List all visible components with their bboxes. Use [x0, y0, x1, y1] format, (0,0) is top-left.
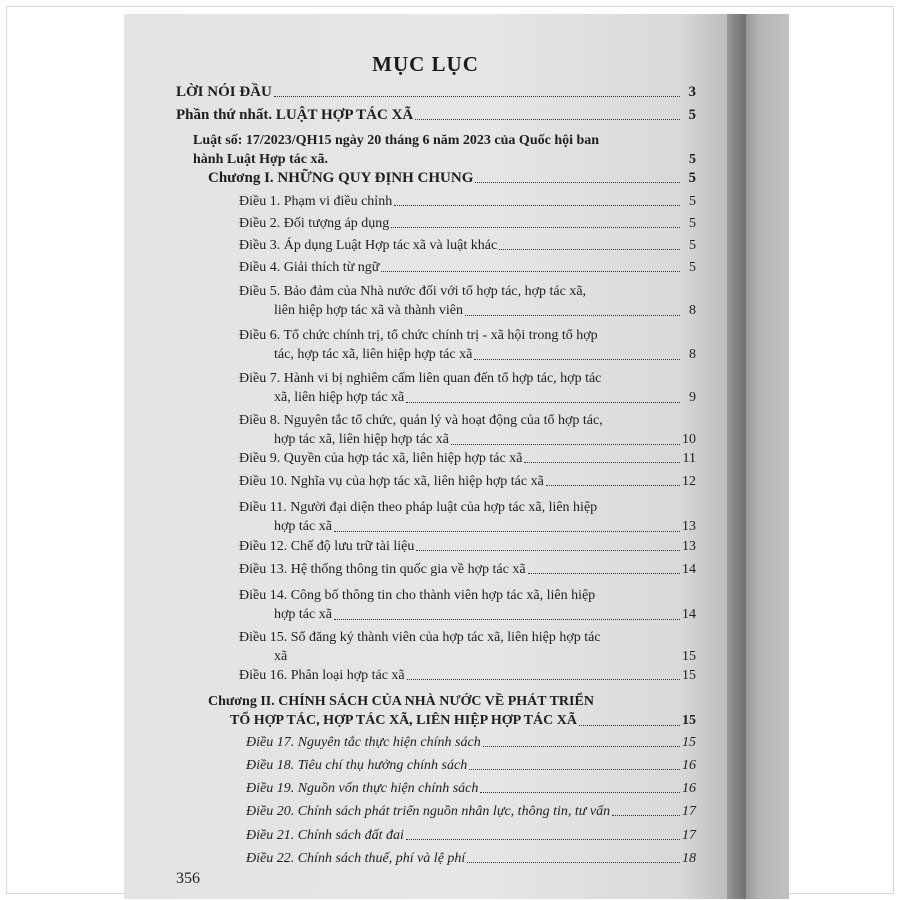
toc-entry: Điều 11. Người đại diện theo pháp luật của hợp tác xã, liên hiệp hợp tác xã 13	[239, 500, 696, 534]
toc-entry: Điều 8. Nguyên tắc tổ chức, quản lý và hoạt động của tổ hợp tác, hợp tác xã, liên hiệp hợp tác xã 10	[239, 413, 696, 447]
toc-entry: Điều 10. Nghĩa vụ của hợp tác xã, liên hiệp hợp tác xã 12	[239, 474, 696, 489]
toc-entry: Điều 18. Tiêu chí thụ hưởng chính sách 16	[246, 758, 696, 773]
book-photo	[124, 14, 789, 899]
toc-entry: Điều 1. Phạm vi điều chỉnh 5	[239, 194, 696, 209]
toc-entry: Điều 16. Phân loại hợp tác xã 15	[239, 668, 696, 683]
toc-entry: Điều 21. Chính sách đất đai 17	[246, 828, 696, 843]
toc-entry: Phần thứ nhất. LUẬT HỢP TÁC XÃ 5	[176, 107, 696, 123]
toc-entry: Chương II. CHÍNH SÁCH CỦA NHÀ NƯỚC VỀ PHÁT TRIỂN TỔ HỢP TÁC, HỢP TÁC XÃ, LIÊN HIỆP HỢP TÁC XÃ 15	[208, 694, 696, 728]
toc-entry: Điều 14. Công bố thông tin cho thành viên hợp tác xã, liên hiệp hợp tác xã 14	[239, 588, 696, 622]
toc-entry: Điều 19. Nguồn vốn thực hiện chính sách 16	[246, 781, 696, 796]
toc-entry: Điều 5. Bảo đảm của Nhà nước đối với tổ hợp tác, hợp tác xã, liên hiệp hợp tác xã và thành viên 8	[239, 284, 696, 318]
toc-entry: Điều 22. Chính sách thuế, phí và lệ phí 18	[246, 851, 696, 866]
page-number: 356	[176, 870, 200, 887]
toc-entry: Điều 9. Quyền của hợp tác xã, liên hiệp hợp tác xã 11	[239, 451, 696, 466]
toc-entry: Điều 20. Chính sách phát triển nguồn nhân lực, thông tin, tư vấn 17	[246, 804, 696, 819]
toc-entry: Chương I. NHỮNG QUY ĐỊNH CHUNG 5	[208, 170, 696, 186]
toc-entry: Điều 17. Nguyên tắc thực hiện chính sách 15	[246, 735, 696, 750]
toc-entry: Điều 13. Hệ thống thông tin quốc gia về hợp tác xã 14	[239, 562, 696, 577]
book-page	[124, 14, 727, 899]
toc-entry: LỜI NÓI ĐẦU 3	[176, 84, 696, 100]
toc-entry: Điều 7. Hành vi bị nghiêm cấm liên quan đến tổ hợp tác, hợp tác xã, liên hiệp hợp tác xã 9	[239, 371, 696, 405]
toc-entry: Điều 6. Tổ chức chính trị, tổ chức chính trị - xã hội trong tổ hợp tác, hợp tác xã, liên hiệp hợp tác xã 8	[239, 328, 696, 362]
toc-heading: MỤC LỤC	[372, 52, 479, 76]
toc-entry: Luật số: 17/2023/QH15 ngày 20 tháng 6 năm 2023 của Quốc hội ban hành Luật Hợp tác xã. 5	[193, 133, 696, 167]
toc-entry: Điều 12. Chế độ lưu trữ tài liệu 13	[239, 539, 696, 554]
toc-entry: Điều 2. Đối tượng áp dụng 5	[239, 216, 696, 231]
toc-entry: Điều 15. Sổ đăng ký thành viên của hợp tác xã, liên hiệp hợp tác xã 15	[239, 630, 696, 664]
toc-entry: Điều 4. Giải thích từ ngữ 5	[239, 260, 696, 275]
toc-entry: Điều 3. Áp dụng Luật Hợp tác xã và luật khác 5	[239, 238, 696, 253]
image-frame	[6, 6, 894, 894]
facing-page	[740, 14, 789, 899]
